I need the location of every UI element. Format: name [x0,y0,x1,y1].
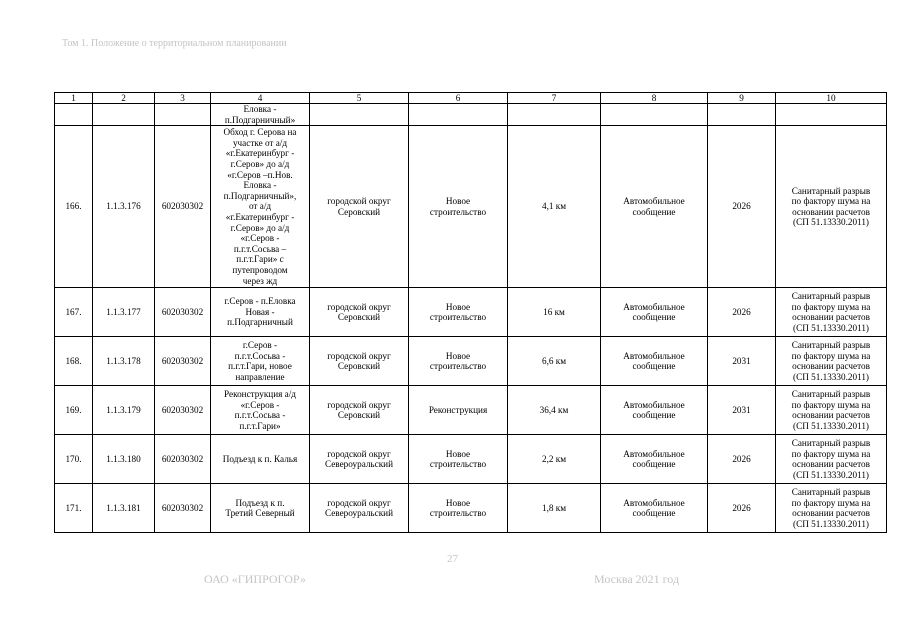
zone-restriction: Санитарный разрыв по фактору шума на основании расчетов (СП 51.13330.2011) [776,126,887,288]
column-number: 3 [155,93,211,104]
zone-restriction: Санитарный разрыв по фактору шума на основании расчетов (СП 51.13330.2011) [776,288,887,337]
zone-restriction: Санитарный разрыв по фактору шума на основании расчетов (СП 51.13330.2011) [776,386,887,435]
purpose: Автомобильное сообщение [601,386,708,435]
length: 4,1 км [508,126,601,288]
empty-cell [776,104,887,126]
location: городской округ Серовский [310,126,409,288]
year: 2026 [708,435,776,484]
empty-cell [601,104,708,126]
table-row [55,484,887,533]
construction-type: Новое строительство [409,337,508,386]
object-code: 1.1.3.178 [93,337,155,386]
continuation-row [55,104,887,126]
construction-type: Новое строительство [409,126,508,288]
location: городской округ Североуральский [310,435,409,484]
location: городской округ Серовский [310,288,409,337]
object-name: Реконструкция а/д «г.Серов - п.г.т.Сосьва - п.г.т.Гари» [211,386,310,435]
column-number: 4 [211,93,310,104]
purpose: Автомобильное сообщение [601,337,708,386]
empty-cell [708,104,776,126]
zone-restriction: Санитарный разрыв по фактору шума на основании расчетов (СП 51.13330.2011) [776,435,887,484]
row-number: 167. [55,288,93,337]
column-number: 1 [55,93,93,104]
okato-code: 602030302 [155,386,211,435]
okato-code: 602030302 [155,288,211,337]
column-number: 2 [93,93,155,104]
okato-code: 602030302 [155,484,211,533]
purpose: Автомобильное сообщение [601,435,708,484]
table-row [55,386,887,435]
length: 1,8 км [508,484,601,533]
year: 2031 [708,337,776,386]
empty-cell [310,104,409,126]
object-code: 1.1.3.180 [93,435,155,484]
construction-type: Новое строительство [409,484,508,533]
zone-restriction: Санитарный разрыв по фактору шума на основании расчетов (СП 51.13330.2011) [776,484,887,533]
object-code: 1.1.3.176 [93,126,155,288]
empty-cell [508,104,601,126]
year: 2026 [708,484,776,533]
construction-type: Новое строительство [409,288,508,337]
objects-table [54,92,887,533]
table-row [55,435,887,484]
row-number: 166. [55,126,93,288]
footer-organization: ОАО «ГИПРОГОР» [204,572,306,586]
construction-type: Новое строительство [409,435,508,484]
purpose: Автомобильное сообщение [601,484,708,533]
column-number: 5 [310,93,409,104]
location: городской округ Североуральский [310,484,409,533]
location: городской округ Серовский [310,386,409,435]
page-number: 27 [447,553,458,565]
document-header: Том 1. Положение о территориальном планировании [62,38,287,49]
row-number: 171. [55,484,93,533]
table-row [55,126,887,288]
row-number: 168. [55,337,93,386]
year: 2026 [708,288,776,337]
object-name: г.Серов - п.Еловка Новая - п.Подгарничный [211,288,310,337]
row-number: 169. [55,386,93,435]
table-row [55,337,887,386]
empty-cell [155,104,211,126]
length: 6,6 км [508,337,601,386]
object-code: 1.1.3.179 [93,386,155,435]
object-name: Подъезд к п. Калья [211,435,310,484]
column-number: 8 [601,93,708,104]
length: 36,4 км [508,386,601,435]
column-number: 6 [409,93,508,104]
empty-cell [409,104,508,126]
footer-city-year: Москва 2021 год [594,572,680,586]
column-number: 9 [708,93,776,104]
column-number: 10 [776,93,887,104]
year: 2026 [708,126,776,288]
object-name-continued: Еловка - п.Подгарничный» [211,104,310,126]
length: 2,2 км [508,435,601,484]
object-code: 1.1.3.181 [93,484,155,533]
year: 2031 [708,386,776,435]
object-name: Обход г. Серова на участке от а/д «г.Екатеринбург - г.Серов» до а/д «г.Серов –п.Нов. Еловка - п.Подгарничный», от а/д «г.Екатеринбург - г.Серов» до а/д «г.Серов - п.г.т.Сосьва – п.г.т.Гари» с путепроводом через жд [211,126,310,288]
purpose: Автомобильное сообщение [601,126,708,288]
object-code: 1.1.3.177 [93,288,155,337]
table-row [55,288,887,337]
okato-code: 602030302 [155,337,211,386]
construction-type: Реконструкция [409,386,508,435]
zone-restriction: Санитарный разрыв по фактору шума на основании расчетов (СП 51.13330.2011) [776,337,887,386]
column-number: 7 [508,93,601,104]
empty-cell [55,104,93,126]
empty-cell [93,104,155,126]
object-name: г.Серов - п.г.т.Сосьва - п.г.т.Гари, новое направление [211,337,310,386]
object-name: Подъезд к п. Третий Северный [211,484,310,533]
column-number-row [55,93,887,104]
location: городской округ Серовский [310,337,409,386]
okato-code: 602030302 [155,435,211,484]
row-number: 170. [55,435,93,484]
purpose: Автомобильное сообщение [601,288,708,337]
okato-code: 602030302 [155,126,211,288]
length: 16 км [508,288,601,337]
